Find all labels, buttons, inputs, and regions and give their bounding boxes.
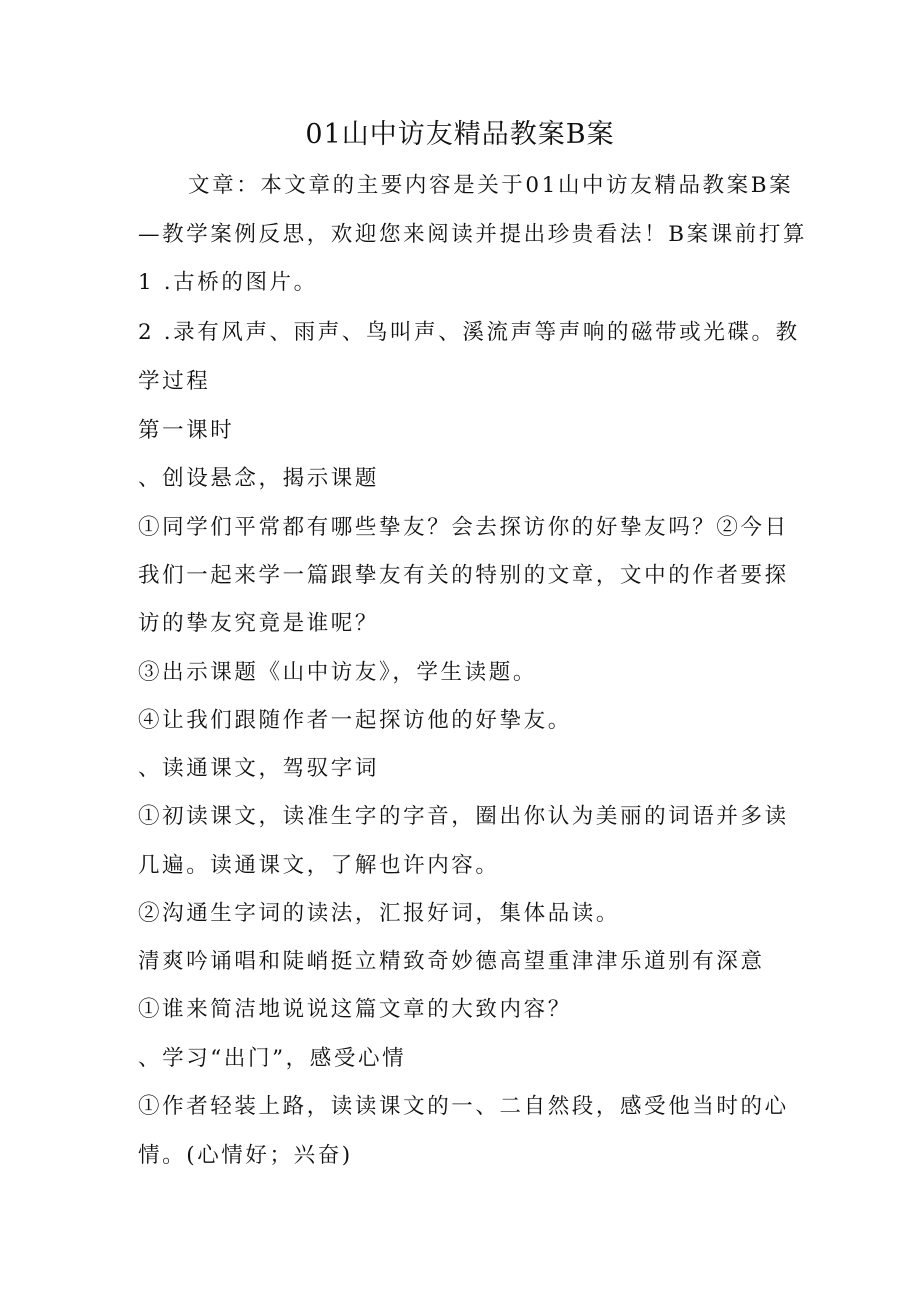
paragraph-line: 清爽吟诵唱和陡峭挺立精致奇妙德高望重津津乐道别有深意 [138,949,765,974]
paragraph-line: 我们一起来学一篇跟挚友有关的特别的文章，文中的作者要探 [138,563,789,588]
paragraph-line: 几遍。读通课文，了解也许内容。 [138,853,500,878]
paragraph-line: —教学案例反思，欢迎您来阅读并提出珍贵看法！B案课前打算 [138,222,808,247]
paragraph-line: 、创设悬念，揭示课题 [138,466,380,491]
paragraph-line: ③出示课题《山中访友》，学生读题。 [138,660,537,685]
paragraph-line: ①同学们平常都有哪些挚友？会去探访你的好挚友吗？②今日 [138,515,789,540]
paragraph-line: 2 .录有风声、雨声、鸟叫声、溪流声等声响的磁带或光碟。教 [138,320,800,345]
paragraph-line: ④让我们跟随作者一起探访他的好挚友。 [138,708,572,733]
paragraph-line: 、学习“出门”，感受心情 [138,1046,407,1071]
paragraph-line: ①作者轻装上路，读读课文的一、二自然段，感受他当时的心 [138,1094,789,1119]
paragraph-line: 访的挚友究竟是谁呢？ [138,611,380,636]
paragraph-line: ②沟通生字词的读法，汇报好词，集体品读。 [138,901,621,926]
paragraph-line: 、读通课文，驾驭字词 [138,756,380,781]
paragraph-line: 文章：本文章的主要内容是关于01山中访友精品教案B案 [188,173,794,198]
paragraph-line: 第一课时 [138,418,235,443]
document-title: 01山中访友精品教案B案 [305,119,615,150]
paragraph-line: 学过程 [138,369,211,394]
paragraph-line: ①初读课文，读准生字的字音，圈出你认为美丽的词语并多读 [138,804,789,829]
paragraph-line: 情。(心情好；兴奋) [138,1143,353,1168]
paragraph-line: 1 .古桥的图片。 [138,270,318,295]
paragraph-line: ①谁来简洁地说说这篇文章的大致内容？ [138,997,572,1022]
